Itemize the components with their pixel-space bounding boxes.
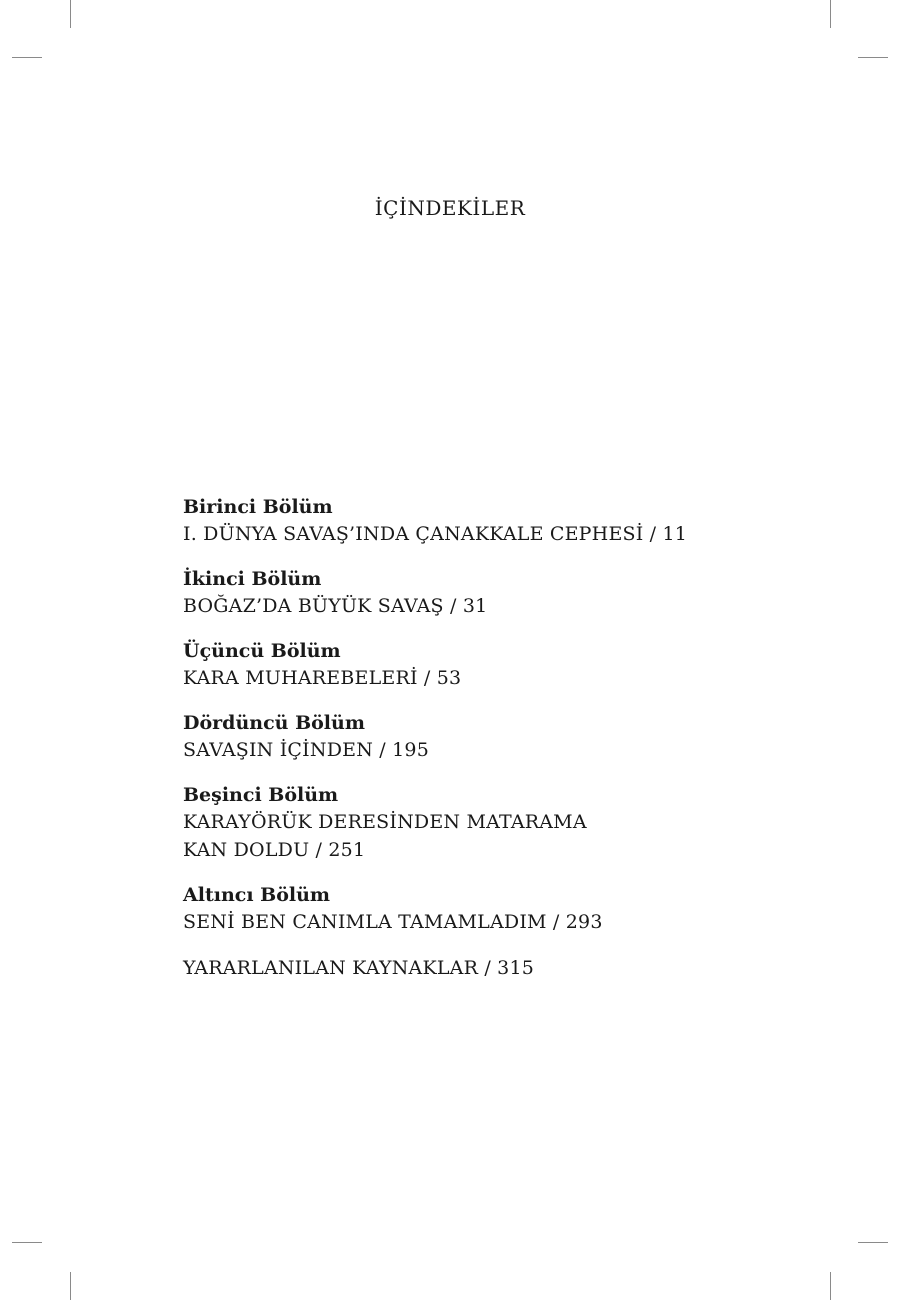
table-of-contents: [183, 494, 803, 1000]
crop-mark-top-right-horizontal: [858, 57, 888, 58]
chapter-title: I. DÜNYA SAVAŞ’INDA ÇANAKKALE CEPHESİ / 11: [183, 523, 688, 545]
chapter-title: SAVAŞIN İÇİNDEN / 195: [183, 739, 429, 761]
chapter-title: BOĞAZ’DA BÜYÜK SAVAŞ / 31: [183, 595, 488, 617]
toc-entry-part-2: [183, 566, 803, 620]
toc-entry-part-6: [183, 882, 803, 936]
crop-mark-bottom-right-vertical: [830, 1272, 831, 1300]
chapter-title: KARA MUHAREBELERİ / 53: [183, 667, 462, 689]
toc-entry-references: [183, 954, 803, 982]
crop-mark-bottom-left-vertical: [70, 1272, 71, 1300]
toc-entry-part-4: [183, 710, 803, 764]
toc-entry-part-3: [183, 638, 803, 692]
toc-entry-part-1: [183, 494, 803, 548]
chapter-title-line-2: KAN DOLDU / 251: [183, 839, 366, 861]
part-heading: İkinci Bölüm: [183, 568, 322, 590]
crop-mark-bottom-left-horizontal: [12, 1242, 42, 1243]
references-title: YARARLANILAN KAYNAKLAR / 315: [183, 957, 535, 979]
part-heading: Altıncı Bölüm: [183, 884, 331, 906]
chapter-title-line-1: KARAYÖRÜK DERESİNDEN MATARAMA: [183, 811, 587, 833]
crop-mark-top-left-vertical: [70, 0, 71, 28]
crop-mark-top-left-horizontal: [12, 57, 42, 58]
chapter-title: SENİ BEN CANIMLA TAMAMLADIM / 293: [183, 911, 603, 933]
part-heading: Dördüncü Bölüm: [183, 712, 365, 734]
part-heading: Üçüncü Bölüm: [183, 640, 341, 662]
toc-entry-part-5: [183, 782, 803, 864]
part-heading: Beşinci Bölüm: [183, 784, 339, 806]
page-title: İÇİNDEKİLER: [374, 196, 526, 220]
crop-mark-top-right-vertical: [830, 0, 831, 28]
crop-mark-bottom-right-horizontal: [858, 1242, 888, 1243]
part-heading: Birinci Bölüm: [183, 496, 333, 518]
